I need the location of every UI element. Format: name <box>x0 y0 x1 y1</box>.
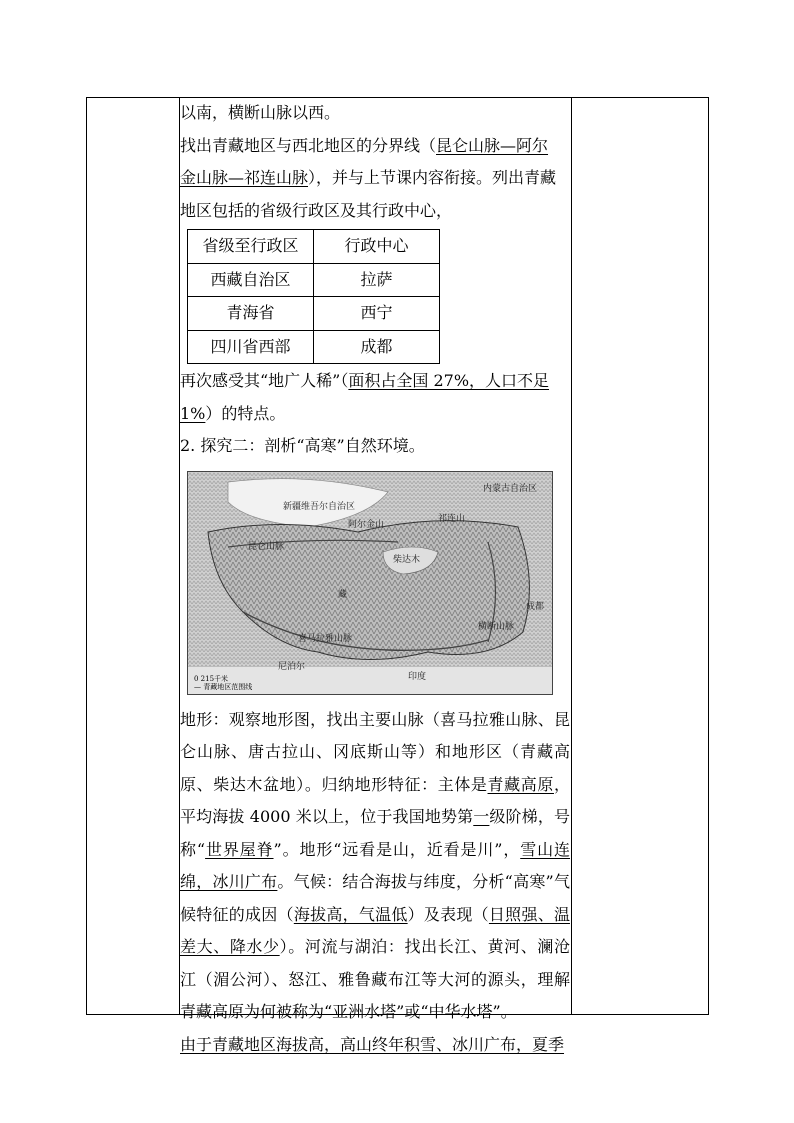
text-line: 地区包括的省级行政区及其行政中心， <box>180 200 453 220</box>
map-label-chengdu: 成都 <box>526 601 545 612</box>
answer-underline: 昆仑山脉—阿尔 <box>436 135 549 155</box>
map-legend: — 青藏地区范围线 <box>194 682 253 691</box>
text-line: 金山脉—祁连山脉），并与上节课内容衔接。列出青藏 <box>180 168 557 187</box>
map-label-qilian: 祁连山 <box>438 513 466 524</box>
text-line <box>180 1029 570 1062</box>
table-header-cell: 省级至行政区 <box>188 230 314 264</box>
text-line: 以南，横断山脉以西。 <box>180 103 341 122</box>
answer-underline: 面积占全国 27%，人口不足 <box>348 371 550 390</box>
map-label-kunlun: 昆仑山脉 <box>248 541 285 552</box>
column-divider-right <box>571 98 572 1014</box>
map-scale-legend <box>194 675 252 691</box>
terrain-map-graphic <box>188 472 552 694</box>
map-label-neimeng: 内蒙古自治区 <box>483 483 538 494</box>
table-cell: 西宁 <box>314 297 440 331</box>
text-line: 找出青藏地区与西北地区的分界线（昆仑山脉—阿尔 <box>180 135 549 155</box>
answer-underline: 由于青藏地区海拔高，高山终年积雪、冰川广布，夏季 <box>180 1034 565 1054</box>
answer-underline: 雪山连绵，冰川广布 <box>180 839 570 891</box>
map-label-himalaya: 喜马拉雅山脉 <box>298 633 353 644</box>
text-line: 再次感受其“地广人稀”（面积占全国 27%，人口不足 <box>180 371 550 390</box>
answer-underline: 日照强、温差大、降水少 <box>180 904 570 956</box>
map-label-tibet: 藏 <box>338 589 348 600</box>
map-label-hengduan: 横断山脉 <box>478 621 515 632</box>
table-row <box>188 330 440 364</box>
terrain-map <box>187 471 553 695</box>
map-label-india: 印度 <box>408 671 427 682</box>
table-cell: 四川省西部 <box>188 330 314 364</box>
answer-underline: 海拔高，气温低 <box>293 904 408 924</box>
lesson-content <box>180 97 570 1061</box>
answer-underline: 1% <box>180 403 206 423</box>
answer-underline: 世界屋脊 <box>205 839 274 859</box>
map-label-altun: 阿尔金山 <box>348 519 385 530</box>
answer-underline: 一 <box>473 807 490 826</box>
table-cell: 青海省 <box>188 297 314 331</box>
map-label-qaidam: 柴达木 <box>393 554 421 565</box>
paragraph: 地形：观察地形图，找出主要山脉（喜马拉雅山脉、昆仑山脉、唐古拉山、冈底斯山等）和地形区（青藏高原、柴达木盆地）。归纳地形特征：主体是青藏高原，平均海拔 4000 米以上，位于我国地势第一级阶梯，号称“世界屋脊”。地形“远看是山，近看是川”，雪山连绵，冰川广布。气候：结合海拔与纬度，分析“高寒”气候特征的成因（海拔高，气温低）及表现（日照强、温差大、降水少）。河流与湖泊：找出长江、黄河、澜沧江（湄公河）、怒江、雅鲁藏布江等大河的源头，理解青藏高原为何被称为“亚洲水塔”或“中华水塔”。 <box>180 709 570 1021</box>
admin-region-table <box>187 229 440 364</box>
text-line: 2. 探究二：剖析“高寒”自然环境。 <box>180 436 425 455</box>
map-scale: 0 215千米 <box>194 674 229 683</box>
table-header-row <box>188 230 440 264</box>
table-header-cell: 行政中心 <box>314 230 440 264</box>
table-cell: 拉萨 <box>314 263 440 297</box>
answer-underline: 金山脉—祁连山脉 <box>180 168 309 187</box>
table-cell: 成都 <box>314 330 440 364</box>
table-row <box>188 263 440 297</box>
answer-underline: 青藏高原 <box>487 774 554 794</box>
table-row <box>188 297 440 331</box>
map-label-nepal: 尼泊尔 <box>278 661 306 672</box>
map-label-xinjiang: 新疆维吾尔自治区 <box>283 501 356 512</box>
table-cell: 西藏自治区 <box>188 263 314 297</box>
text-line: 1%）的特点。 <box>180 403 286 423</box>
